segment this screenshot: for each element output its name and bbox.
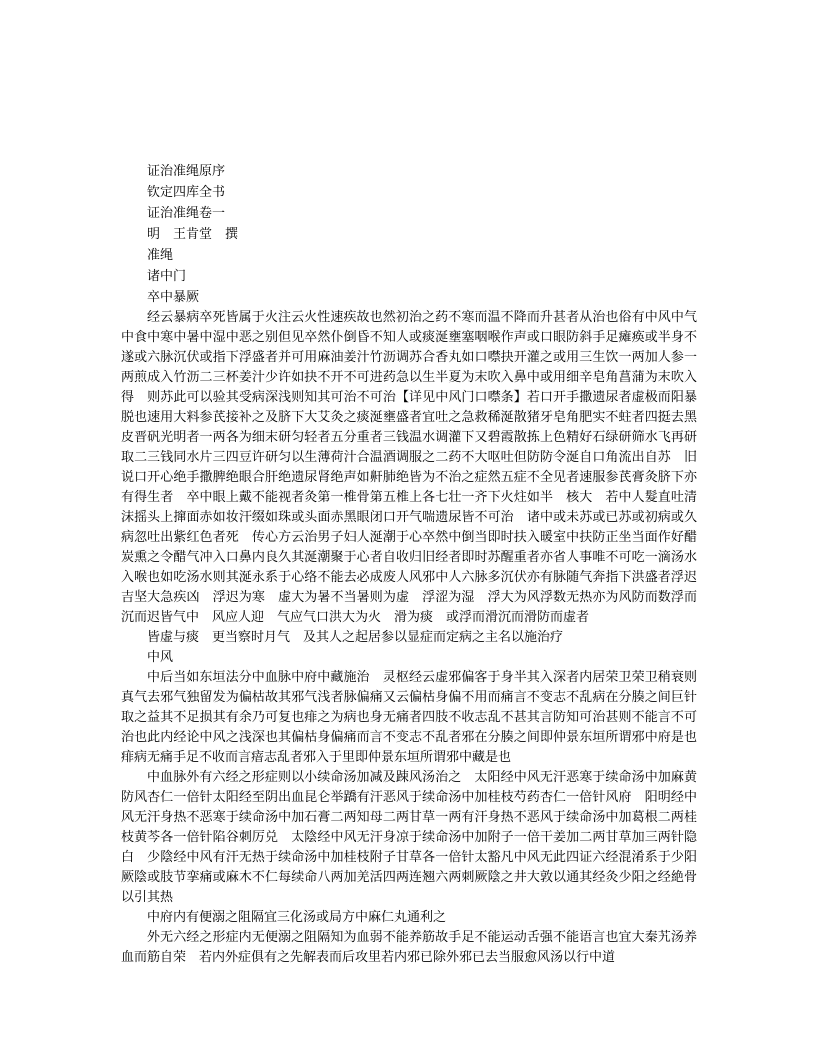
- paragraph-organ-obstruction: 中府内有便溺之阻隔宜三化汤或局方中麻仁丸通利之: [147, 910, 447, 925]
- section-title: 准绳: [147, 248, 174, 263]
- subsection-title: 卒中暴厥: [147, 290, 200, 305]
- paragraph-wind-theory: 中后当如东垣法分中血脉中府中藏施治 灵枢经云虚邪偏客于身半其入深者内居荣卫荣卫稍衰则真气去邪气独留发为偏枯故其邪气浅者脉偏痛又云偏枯身偏不用而痛言不变志不乱病在分腠之间巨针取之益其不足损其有余乃可复也痱之为病也身无痛者四肢不收志乱不甚其言防知可治甚则不能言不可治也此内经论中风之浅深也其偏枯身偏痛而言不变志不乱者邪在分腠之间即仲景东垣所谓邪中府是也痱病无痛手足不收而言瘖志乱者邪入于里即仲景东垣所谓邪中藏是也: [121, 670, 697, 765]
- collection-title: 钦定四库全书: [147, 185, 226, 200]
- subsection-title-wind: 中风: [147, 650, 174, 665]
- document-page: [121, 161, 711, 968]
- volume-title: 证治准绳卷一: [147, 206, 226, 221]
- preface-title: 证治准绳原序: [147, 164, 226, 179]
- paragraph-six-channels: 中血脉外有六经之形症则以小续命汤加减及踈风汤治之 太阳经中风无汗恶寒于续命汤中加麻黄防风杏仁一倍针太阳经至阴出血昆仑举蹻有汗恶风于续命汤中加桂枝芍药杏仁一倍针风府 阳明经中风无汗身热不恶寒于续命汤中加石膏二两知母二两甘草一两有汗身热不恶风于续命汤中加葛根二两桂枝黄芩各一倍针陷谷刺厉兑 太陰经中风无汗身凉于续命汤中加附子一倍干姜加二两甘草加三两针隐白 少陰经中风有汗无热于续命汤中加桂枝附子甘草各一倍针太豁凡中风无此四证六经混淆系于少阳厥陰或肢节挛痛或麻木不仁每续命八两加羌活四两连翘六两刺厥陰之井大敦以通其经灸少阳之经絶骨以引其热: [121, 770, 697, 905]
- chapter-title: 诸中门: [147, 269, 187, 284]
- paragraph-stroke-collapse: 经云暴病卒死皆属于火注云火性速疾故也然初治之药不寒而温不降而升甚者从治也俗有中风中气中食中寒中暑中湿中恶之别但见卒然仆倒昏不知人或痰涎壅塞咽喉作声或口眼防斜手足瘫痪或半身不遂或六脉沉伏或指下浮盛者并可用麻油姜汁竹沥调苏合香丸如口噤抉开灌之或用三生饮一两加人参一两煎成入竹沥二三杯姜汁少许如抉不开不可进药急以生半夏为末吹入鼻中或用细辛皂角菖蒲为末吹入得 则苏此可以验其受病深浅则知其可治不可治【详见中风门口噤条】若口开手撒遗尿者虚极而阳暴脱也速用大料参芪接补之及脐下大艾灸之痰涎壅盛者宜吐之急救稀涎散猪牙皂角肥实不蛀者四挺去黑皮晋矾光明者一两各为细末研匀轻者五分重者三钱温水调灌下又碧霞散拣上色精好石绿研筛水飞再研取二三钱同水片三四豆许研匀以生薄荷汁合温酒调服之二药不大呕吐但防防令涎自口角流出自苏 旧说口开心绝手撒脾绝眼合肝绝遗尿肾绝声如鼾肺绝皆为不治之症然五症不全见者速服参芪膏灸脐下亦有得生者 卒中眼上戴不能视者灸第一椎骨第五椎上各七壮一齐下火炷如半 核大 若中人髮直吐清沫摇头上撺面赤如妆汗缀如珠或头面赤黑眼闭口开气喘遗尿皆不可治 诸中或未苏或已苏或初病或久病忽吐出紫红色者死 传心方云治男子妇人涎潮于心卒然中倒当即时扶入暖室中扶防正坐当面作好醋炭熏之令醋气冲入口鼻内良久其涎潮聚于心者自收归旧经者即时苏醒重者亦省人事唯不可吃一滴汤水入喉也如吃汤水则其涎永系于心络不能去必成废人风邪中人六脉多沉伏亦有脉随气奔指下洪盛者浮迟吉坚大急疾凶 浮迟为寒 虚大为暑不当暑则为虚 浮涩为湿 浮大为风浮数无热亦为风防而数浮而 沉而迟皆气中 风应人迎 气应气口洪大为火 滑为痰 或浮而滑沉而滑防而虚者: [121, 310, 711, 625]
- author-line: 明 王肯堂 撰: [147, 227, 239, 242]
- paragraph-blood-weakness: 外无六经之形症内无便溺之阻隔知为血弱不能养筋故手足不能运动舌强不能语言也宜大秦艽汤养血而筋自荣 若内外症俱有之先解表而后攻里若内邪已除外邪已去当服愈风汤以行中道: [121, 930, 697, 965]
- paragraph-continuation: 皆虚与痰 更当察时月气 及其人之起居参以显症而定病之主名以施治疗: [147, 630, 564, 645]
